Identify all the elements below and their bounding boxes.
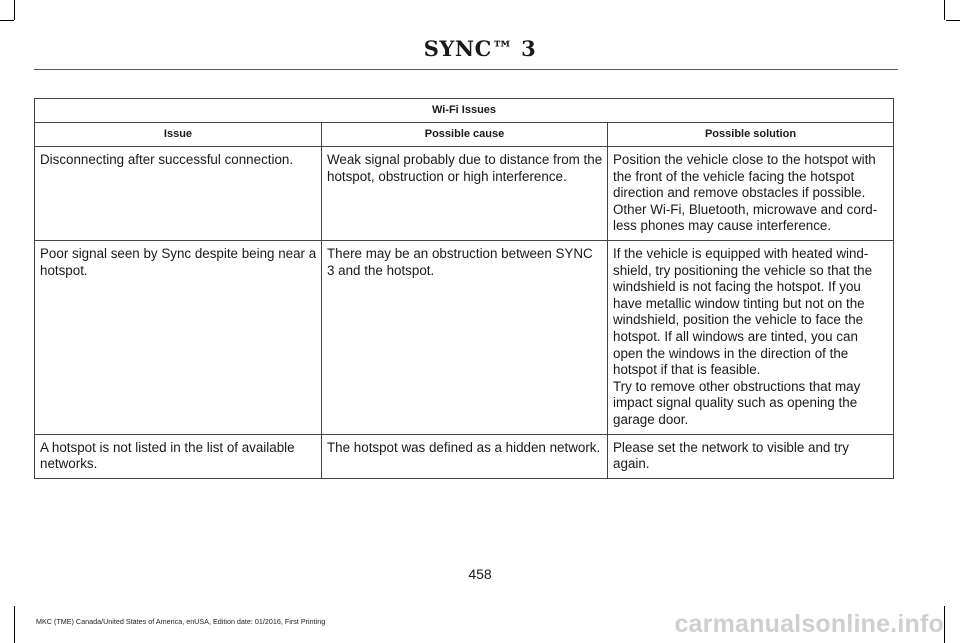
crop-mark	[944, 0, 945, 20]
solution-text: If the vehicle is equipped with heated wind-shield, try positioning the vehicle so that the windshield is not facing the hotspot. If you have metallic window tinting but not on the windshield, position the vehicle to face the hotspot. If all windows are tinted, you can open the windows in the direction of the hotspot if that is feasible.	[613, 245, 873, 378]
table-body	[35, 147, 894, 479]
column-header-issue: Issue	[35, 123, 322, 147]
solution-text: Please set the network to visible and try again.	[613, 439, 849, 472]
cell-issue	[35, 147, 322, 241]
cell-cause	[322, 240, 608, 434]
page-number: 458	[468, 566, 492, 582]
cause-text: The hotspot was defined as a hidden network.	[327, 439, 601, 455]
crop-mark	[0, 20, 14, 21]
solution-text: Position the vehicle close to the hotspot with the front of the vehicle facing the hotspot direction and remove obstacles if possible. Other Wi-Fi, Bluetooth, microwave and cord-less phones may cause interference.	[613, 152, 878, 234]
cell-solution	[608, 240, 894, 434]
wifi-issues-table	[34, 98, 894, 479]
crop-mark	[14, 606, 15, 643]
table-caption: Wi-Fi Issues	[35, 99, 894, 123]
cell-cause	[322, 434, 608, 478]
cause-text: Weak signal probably due to distance from the hotspot, obstruction or high interference.	[327, 152, 603, 184]
cause-text: There may be an obstruction between SYNC 3 and the hotspot.	[327, 245, 593, 278]
cell-cause	[322, 147, 608, 241]
crop-mark	[946, 20, 960, 21]
table-row	[35, 147, 894, 241]
table-row	[35, 434, 894, 478]
solution-text: Try to remove other obstructions that may impact signal quality such as opening the garage door.	[613, 378, 861, 427]
edition-note: MKC (TME) Canada/United States of America, enUSA, Edition date: 01/2016, First Printing	[36, 617, 326, 626]
issue-text: Poor signal seen by Sync despite being near a hotspot.	[40, 245, 317, 278]
cell-issue	[35, 434, 322, 478]
issue-text: A hotspot is not listed in the list of available networks.	[40, 439, 295, 472]
watermark-text: carmanualsonline.info	[674, 610, 944, 638]
table-row	[35, 240, 894, 434]
header-rule	[34, 69, 898, 70]
cell-solution	[608, 434, 894, 478]
crop-mark	[14, 0, 15, 20]
issue-text: Disconnecting after successful connection.	[40, 152, 294, 167]
cell-solution	[608, 147, 894, 241]
page-title: SYNC™ 3	[423, 36, 537, 61]
crop-mark	[944, 606, 945, 643]
column-header-solution: Possible solution	[608, 123, 894, 147]
cell-issue	[35, 240, 322, 434]
column-header-cause: Possible cause	[322, 123, 608, 147]
